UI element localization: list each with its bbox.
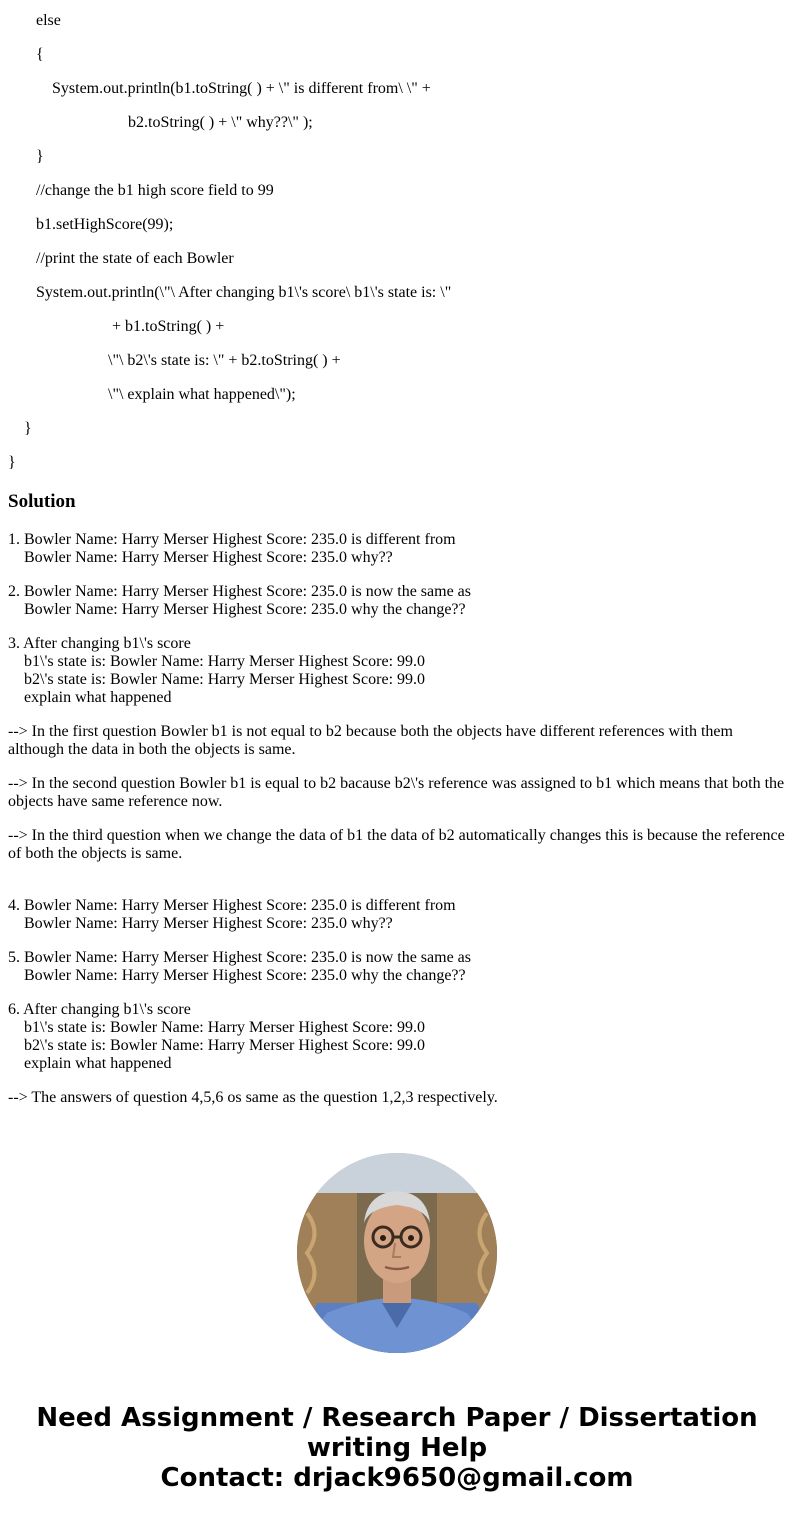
answer-3-line-2: b1\'s state is: Bowler Name: Harry Merser Highest Score: 99.0 [24,653,426,670]
answer-3-line-1: 3. After changing b1\'s score [8,635,191,652]
contact-banner-email: Contact: drjack9650@gmail.com [160,1463,634,1493]
answer-6-line-3: b2\'s state is: Bowler Name: Harry Merser Highest Score: 99.0 [24,1037,426,1054]
tutor-photo [297,1153,497,1353]
answer-3-line-3: b2\'s state is: Bowler Name: Harry Merser Highest Score: 99.0 [24,671,426,688]
answer-2-line-2: Bowler Name: Harry Merser Highest Score: 235.0 why the change?? [24,601,466,618]
answer-6-line-4: explain what happened [24,1055,172,1072]
tutor-photo-illustration [297,1153,497,1353]
answer-6-line-1: 6. After changing b1\'s score [8,1001,191,1018]
answer-5 [8,949,788,985]
explanation-4: --> The answers of question 4,5,6 os same as the question 1,2,3 respectively. [8,1089,498,1106]
code-line-set-high-score: b1.setHighScore(99); [36,216,174,233]
explanation-3: --> In the third question when we change the data of b1 the data of b2 automatically changes this is because the reference of both the objects is same. [8,827,785,862]
code-line-b1-tostring: + b1.toString( ) + [108,318,225,335]
code-line-comment-change: //change the b1 high score field to 99 [36,182,274,199]
explanation-1: --> In the first question Bowler b1 is not equal to b2 because both the objects have different references with them although the data in both the objects is same. [8,723,733,758]
code-line-close-brace: } [36,148,44,165]
contact-banner [0,1403,794,1493]
code-line-comment-print: //print the state of each Bowler [36,250,234,267]
contact-banner-line-1: Need Assignment / Research Paper / Dissertation [36,1403,758,1433]
answer-2 [8,583,788,619]
code-line-println-different: System.out.println(b1.toString( ) + \" is different from\ \" + [52,80,431,97]
answer-4-line-2: Bowler Name: Harry Merser Highest Score: 235.0 why?? [24,915,393,932]
answer-4-line-1: 4. Bowler Name: Harry Merser Highest Score: 235.0 is different from [8,897,456,914]
code-line-b2-state: \"\ b2\'s state is: \" + b2.toString( ) + [108,352,341,369]
answer-5-line-1: 5. Bowler Name: Harry Merser Highest Score: 235.0 is now the same as [8,949,471,966]
answer-1-line-1: 1. Bowler Name: Harry Merser Highest Score: 235.0 is different from [8,531,456,548]
answer-3-line-4: explain what happened [24,689,172,706]
answer-1 [8,531,788,567]
answer-1-line-2: Bowler Name: Harry Merser Highest Score: 235.0 why?? [24,549,393,566]
solution-heading: Solution [8,491,76,512]
code-line-open-brace: { [36,46,44,63]
answer-6-line-2: b1\'s state is: Bowler Name: Harry Merser Highest Score: 99.0 [24,1019,426,1036]
contact-banner-line-2: writing Help [306,1433,488,1463]
answer-2-line-1: 2. Bowler Name: Harry Merser Highest Score: 235.0 is now the same as [8,583,471,600]
code-line-println-after: System.out.println(\"\ After changing b1\'s score\ b1\'s state is: \" [36,284,452,301]
answer-3 [8,635,788,707]
explanation-2: --> In the second question Bowler b1 is equal to b2 bacause b2\'s reference was assigned to b1 which means that both the objects have same reference now. [8,775,785,810]
answer-6 [8,1001,788,1073]
code-line-close-class: } [8,454,16,471]
answer-5-line-2: Bowler Name: Harry Merser Highest Score: 235.0 why the change?? [24,967,466,984]
code-line-println-why: b2.toString( ) + \" why??\" ); [128,114,313,131]
code-line-close-method: } [24,420,32,437]
code-line-explain: \"\ explain what happened\"); [108,386,296,403]
code-line-else: else [36,12,61,29]
answer-4 [8,897,788,933]
